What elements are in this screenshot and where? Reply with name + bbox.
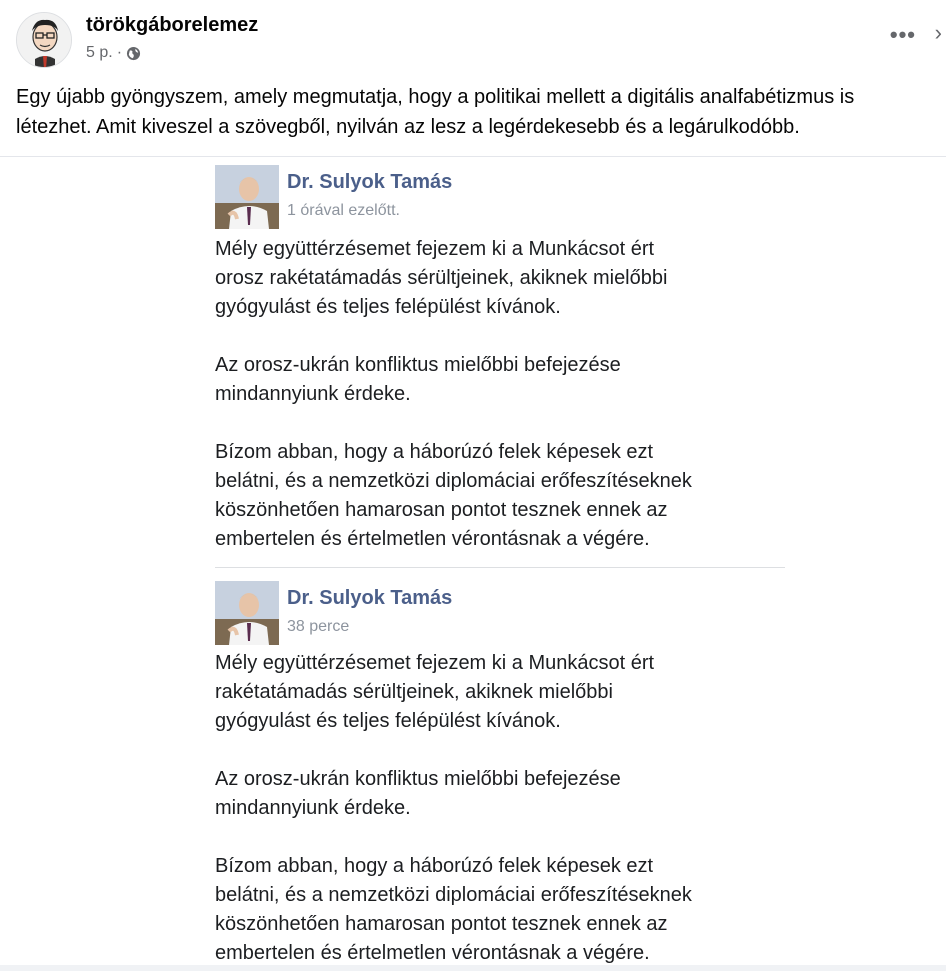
text-line: gyógyulást és teljes felépülést kívánok. <box>215 296 561 318</box>
embedded-screenshot[interactable] <box>0 157 946 965</box>
text-line: embertelen és értelmetlen vérontásnak a végére. <box>215 528 650 550</box>
embedded-author: Dr. Sulyok Tamás <box>287 171 453 193</box>
meta-separator: · <box>116 44 123 61</box>
text-line: Mély együttérzésemet fejezem ki a Munkácsot ért <box>215 238 655 260</box>
embedded-paragraph <box>215 649 785 736</box>
embedded-post-2 <box>215 581 785 965</box>
embedded-paragraph <box>215 351 785 409</box>
post-meta <box>86 44 141 62</box>
text-line: orosz rakétatámadás sérültjeinek, akiknek mielőbbi <box>215 267 668 289</box>
embedded-paragraph <box>215 438 785 554</box>
text-line: mindannyiunk érdeke. <box>215 383 411 405</box>
post-caption <box>16 82 941 142</box>
embedded-post-separator <box>215 567 785 568</box>
text-line: köszönhetően hamarosan pontot tesznek ennek az <box>215 499 668 521</box>
text-line: embertelen és értelmetlen vérontásnak a végére. <box>215 942 650 964</box>
text-line: belátni, és a nemzetközi diplomáciai erőfeszítéseknek <box>215 470 692 492</box>
text-line: rakétatámadás sérültjeinek, akiknek mielőbbi <box>215 681 613 703</box>
caricature-avatar-icon[interactable] <box>16 12 72 68</box>
text-line: köszönhetően hamarosan pontot tesznek ennek az <box>215 913 668 935</box>
embedded-paragraph <box>215 235 785 322</box>
embedded-paragraph <box>215 852 785 968</box>
text-line: belátni, és a nemzetközi diplomáciai erőfeszítéseknek <box>215 884 692 906</box>
text-line: Mély együttérzésemet fejezem ki a Munkácsot ért <box>215 652 655 674</box>
embedded-post-1 <box>215 165 785 565</box>
more-options-icon[interactable]: ••• <box>889 22 916 47</box>
text-line: gyógyulást és teljes felépülést kívánok. <box>215 710 561 732</box>
text-line: mindannyiunk érdeke. <box>215 797 411 819</box>
post-time[interactable]: 5 p. <box>86 44 113 61</box>
post-author[interactable]: törökgáborelemez <box>86 14 259 36</box>
next-arrow-icon[interactable]: › <box>934 20 942 45</box>
embedded-time: 1 órával ezelőtt. <box>287 202 400 219</box>
text-line: Bízom abban, hogy a háborúzó felek képesek ezt <box>215 441 654 463</box>
caption-line: Egy újabb gyöngyszem, amely megmutatja, hogy a politikai mellett a digitális analfabétizmus is <box>16 86 855 108</box>
profile-photo-icon <box>215 581 279 645</box>
post-bottom-border <box>0 965 946 971</box>
text-line: Bízom abban, hogy a háborúzó felek képesek ezt <box>215 855 654 877</box>
embedded-paragraph <box>215 765 785 823</box>
post-header <box>16 12 942 70</box>
text-line: Az orosz-ukrán konfliktus mielőbbi befejezése <box>215 768 621 790</box>
caption-line: létezhet. Amit kiveszel a szövegből, nyilván az lesz a legérdekesebb és a legárulkodóbb. <box>16 116 800 138</box>
profile-photo-icon <box>215 165 279 229</box>
text-line: Az orosz-ukrán konfliktus mielőbbi befejezése <box>215 354 621 376</box>
embedded-author: Dr. Sulyok Tamás <box>287 587 453 609</box>
embedded-time: 38 perce <box>287 618 350 635</box>
globe-icon[interactable] <box>126 46 141 61</box>
